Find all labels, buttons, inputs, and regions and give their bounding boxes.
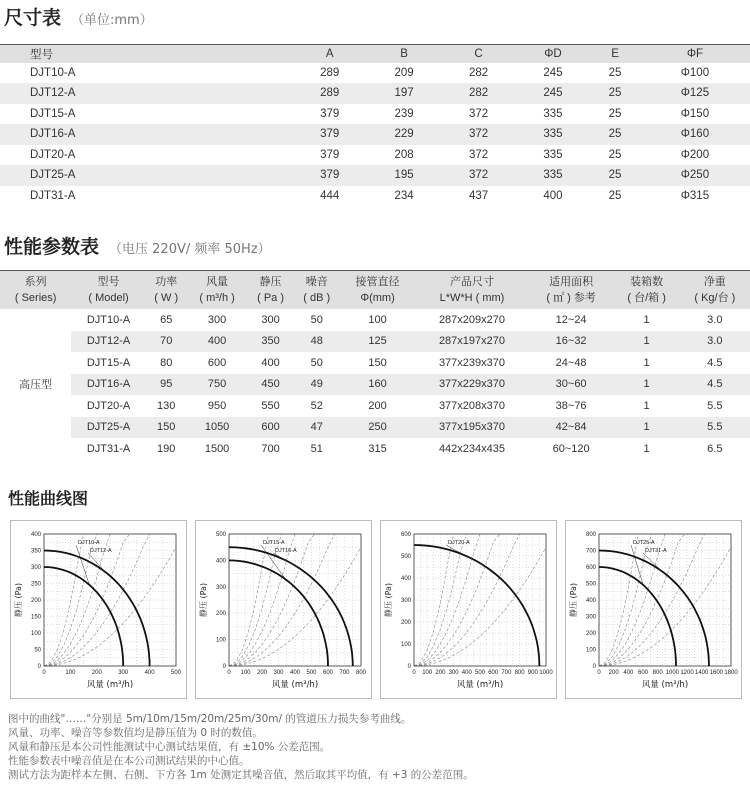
x-tick-label: 300	[448, 670, 459, 676]
x-axis-label: 风量 (m³/h)	[271, 680, 319, 690]
size-cell: 335	[516, 124, 590, 145]
x-tick-label: 300	[118, 670, 129, 676]
size-cell: 25	[590, 83, 640, 104]
perf-header-cell: 功率	[146, 271, 187, 290]
curve-label: DJT20-A	[448, 540, 470, 546]
size-cell: DJT25-A	[0, 165, 292, 186]
curve-chart-4	[565, 520, 742, 699]
size-cell: 437	[468, 189, 489, 202]
y-tick-label: 600	[400, 532, 411, 538]
size-title-text: 尺寸表	[4, 7, 62, 29]
size-table-title	[4, 3, 153, 30]
x-tick-label: 0	[597, 670, 601, 676]
perf-cell: 47	[294, 417, 340, 439]
perf-cell: 160	[340, 374, 416, 396]
size-header-cell: A	[292, 45, 366, 63]
fan-curve-djt16-a	[229, 547, 353, 666]
x-tick-label: 100	[65, 670, 76, 676]
size-cell: 379	[292, 165, 366, 186]
y-tick-label: 50	[34, 647, 41, 654]
y-tick-label: 100	[30, 631, 41, 637]
x-tick-label: 1000	[665, 670, 680, 676]
x-tick-label: 1200	[680, 670, 694, 676]
perf-header-row-bottom	[0, 289, 750, 309]
size-cell: 229	[367, 124, 441, 145]
size-cell: 335	[543, 107, 563, 120]
size-cell: 25	[608, 66, 622, 79]
perf-cell: 50	[310, 356, 323, 369]
y-tick-label: 500	[215, 532, 226, 538]
size-cell: 25	[608, 189, 622, 202]
y-tick-label: 200	[30, 598, 41, 604]
curve-label: DJT15-A	[263, 540, 285, 546]
size-cell: 25	[608, 148, 622, 161]
size-cell: 289	[320, 66, 340, 79]
y-tick-label: 0	[37, 664, 41, 670]
y-tick-label: 400	[400, 576, 411, 582]
size-cell: 239	[394, 107, 414, 120]
size-cell: 289	[292, 83, 366, 104]
perf-cell: 300	[261, 313, 280, 326]
size-cell: 282	[468, 66, 489, 79]
x-tick-label: 0	[227, 670, 231, 676]
perf-table-row	[0, 438, 750, 460]
x-tick-label: 600	[322, 670, 334, 676]
curve-label-leader	[273, 553, 300, 569]
size-cell: 197	[367, 83, 441, 104]
curve-label: DJT12-A	[90, 548, 112, 554]
note-line: 风量、功率、噪音等参数值均是静压值为 0 时的数值。	[8, 727, 263, 739]
x-tick-label: 1600	[709, 670, 724, 676]
perf-cell: 400	[187, 331, 248, 353]
y-tick-label: 100	[585, 647, 596, 654]
x-tick-label: 700	[501, 670, 512, 676]
x-tick-label: 400	[144, 670, 155, 676]
perf-cell: 100	[368, 313, 387, 326]
perf-table-row	[0, 417, 750, 439]
y-tick-label: 150	[30, 614, 41, 621]
x-axis-label: 风量 (m³/h)	[86, 680, 134, 690]
perf-cell: 350	[247, 331, 293, 353]
size-cell: 400	[543, 189, 563, 202]
size-cell: 245	[543, 66, 563, 79]
perf-cell: 377x229x370	[415, 374, 528, 396]
perf-subtitle-text: （电压 220V/ 频率 50Hz）	[109, 242, 271, 257]
perf-cell: 38~76	[555, 399, 587, 412]
perf-table-row	[0, 395, 750, 417]
x-tick-label: 300	[273, 670, 284, 676]
y-tick-label: 300	[215, 584, 226, 591]
note-line: 性能参数表中噪音值是在本公司测试结果的中心值。	[8, 755, 250, 767]
size-unit-text: （单位:mm）	[71, 13, 153, 28]
size-cell: 379	[292, 124, 366, 145]
perf-table-title	[4, 232, 271, 259]
perf-cell: 1	[643, 399, 650, 412]
size-header-cell: C	[441, 45, 515, 63]
perf-cell: 377x208x370	[438, 399, 505, 412]
perf-cell: 1500	[204, 442, 230, 455]
y-tick-label: 100	[400, 642, 411, 648]
perf-header-unit-cell: L*W*H ( mm)	[415, 289, 528, 309]
perf-cell: 1	[614, 417, 680, 439]
size-header-cell: 型号	[0, 45, 292, 63]
perf-cell: 4.5	[707, 356, 723, 369]
size-table-row	[0, 83, 750, 104]
curve-chart-2	[195, 520, 372, 699]
x-tick-label: 100	[422, 670, 433, 676]
perf-header-unit-cell: ( Series)	[0, 289, 71, 309]
curve-chart-3	[380, 520, 557, 699]
size-cell: 282	[441, 83, 515, 104]
x-tick-label: 200	[91, 670, 102, 676]
y-tick-label: 300	[400, 598, 411, 604]
perf-header-unit-cell: ( 台/箱 )	[614, 289, 680, 309]
size-cell: Φ315	[680, 189, 710, 202]
perf-header-unit-cell: ( Pa )	[247, 289, 293, 309]
curve-chart-svg-1	[11, 521, 186, 698]
perf-cell: 1	[614, 331, 680, 353]
perf-cell: 4.5	[680, 374, 750, 396]
perf-cell: 3.0	[680, 331, 750, 353]
perf-cell: 60~120	[552, 442, 590, 455]
y-tick-label: 350	[30, 548, 41, 555]
perf-cell: 80	[160, 356, 173, 369]
notes	[8, 712, 474, 782]
curve-chart-svg-3	[381, 521, 556, 698]
perf-cell: 1	[643, 313, 650, 326]
y-tick-label: 250	[30, 581, 41, 588]
note-line: 图中的曲线"……"分别是 5m/10m/15m/20m/25m/30m/ 的管道压力损失参考曲线。	[8, 713, 412, 725]
perf-cell: 65	[160, 313, 173, 326]
size-table	[0, 44, 750, 206]
y-tick-label: 200	[215, 611, 226, 618]
size-table-row	[0, 63, 750, 84]
perf-cell: 700	[261, 442, 280, 455]
y-axis-label: 静压 (Pa)	[384, 582, 393, 618]
size-cell: Φ160	[640, 124, 750, 145]
y-tick-label: 400	[215, 558, 226, 565]
perf-cell: 49	[294, 374, 340, 396]
curve-chart-1	[10, 520, 187, 699]
size-table-row	[0, 186, 750, 207]
perf-cell: 287x197x270	[415, 331, 528, 353]
perf-header-cell: 型号	[71, 271, 145, 290]
perf-header-unit-cell: ( Kg/台 )	[680, 289, 750, 309]
size-table-row	[0, 104, 750, 125]
size-cell: 372	[468, 148, 489, 161]
size-cell: 372	[468, 107, 489, 120]
perf-cell: 95	[146, 374, 187, 396]
perf-header-cell: 接管直径	[340, 271, 416, 290]
perf-cell: 250	[340, 417, 416, 439]
size-cell: 379	[320, 148, 340, 161]
perf-header-cell: 适用面积	[529, 271, 614, 290]
note-line: 测试方法为距样本左侧、右侧、下方各 1m 处测定其噪音值，然后取其平均值，有 +3 的公差范围。	[8, 769, 474, 781]
curve-label: DJT31-A	[645, 548, 667, 554]
perf-header-unit-cell: ( ㎡ ) 参考	[529, 289, 614, 309]
size-cell: 195	[367, 165, 441, 186]
perf-cell: 377x195x370	[415, 417, 528, 439]
perf-cell: 190	[157, 442, 176, 455]
y-tick-label: 500	[585, 581, 596, 588]
perf-table-row	[0, 309, 750, 331]
perf-cell: 400	[261, 356, 280, 369]
perf-cell: DJT20-A	[86, 399, 131, 412]
size-cell: 234	[394, 189, 414, 202]
perf-cell: 750	[187, 374, 248, 396]
x-tick-label: 600	[637, 670, 649, 676]
x-tick-label: 500	[170, 670, 182, 676]
x-tick-label: 200	[608, 670, 619, 676]
size-cell: DJT31-A	[30, 189, 76, 202]
perf-cell: DJT15-A	[86, 356, 131, 369]
size-cell: Φ150	[680, 107, 710, 120]
y-tick-label: 200	[400, 620, 411, 626]
size-cell: DJT12-A	[0, 83, 292, 104]
curve-label: DJT16-A	[275, 548, 297, 554]
x-tick-label: 400	[461, 670, 472, 676]
x-tick-label: 200	[256, 670, 268, 676]
size-cell: DJT15-A	[30, 107, 76, 120]
curve-label: DJT25-A	[633, 540, 655, 546]
x-tick-label: 800	[652, 670, 663, 676]
size-cell: 372	[441, 165, 515, 186]
curve-label: DJT10-A	[78, 540, 100, 546]
size-cell: 335	[543, 148, 563, 161]
y-tick-label: 700	[585, 548, 596, 555]
y-tick-label: 800	[585, 532, 596, 538]
x-tick-label: 600	[488, 670, 499, 676]
perf-cell: DJT12-A	[71, 331, 145, 353]
perf-cell: 150	[146, 417, 187, 439]
y-tick-label: 0	[592, 664, 596, 670]
size-header-cell: E	[590, 45, 640, 63]
y-axis-label: 静压 (Pa)	[199, 582, 208, 618]
perf-cell: 70	[146, 331, 187, 353]
perf-cell: DJT25-A	[71, 417, 145, 439]
x-tick-label: 800	[514, 670, 525, 676]
size-cell: 335	[516, 165, 590, 186]
size-cell: Φ100	[680, 66, 710, 79]
series-cell: 高压型	[0, 309, 71, 460]
perf-cell: 6.5	[707, 442, 723, 455]
perf-cell: 950	[207, 399, 227, 412]
x-tick-label: 400	[623, 670, 634, 676]
size-cell: 25	[608, 107, 622, 120]
perf-header-unit-cell: ( Model)	[71, 289, 145, 309]
perf-cell: 1	[614, 374, 680, 396]
y-axis-label: 静压 (Pa)	[569, 582, 578, 618]
size-header-cell: B	[367, 45, 441, 63]
size-table-row	[0, 124, 750, 145]
perf-cell: 315	[368, 442, 387, 455]
x-tick-label: 1000	[539, 670, 553, 676]
y-tick-label: 300	[30, 565, 41, 571]
size-cell: DJT20-A	[30, 148, 76, 161]
performance-table	[0, 270, 750, 460]
perf-cell: DJT31-A	[86, 442, 131, 455]
perf-header-unit-cell: ( W )	[146, 289, 187, 309]
size-table-row	[0, 145, 750, 166]
perf-cell: DJT10-A	[86, 313, 131, 326]
perf-header-cell: 噪音	[294, 271, 340, 290]
perf-table-row	[0, 374, 750, 396]
perf-header-cell: 净重	[680, 271, 750, 290]
size-header-cell: ΦD	[516, 45, 590, 63]
x-tick-label: 200	[435, 670, 446, 676]
size-cell: 25	[590, 165, 640, 186]
perf-cell: 51	[310, 442, 323, 455]
size-cell: 209	[394, 66, 414, 79]
perf-header-cell: 产品尺寸	[415, 271, 528, 290]
x-tick-label: 0	[42, 670, 46, 676]
size-cell: 379	[320, 107, 340, 120]
x-tick-label: 1800	[724, 670, 738, 676]
perf-cell: 48	[294, 331, 340, 353]
size-cell: DJT16-A	[0, 124, 292, 145]
x-axis-label: 风量 (m³/h)	[456, 680, 504, 690]
size-cell: DJT10-A	[30, 66, 76, 79]
perf-cell: 5.5	[680, 417, 750, 439]
perf-cell: 24~48	[555, 356, 587, 369]
perf-cell: 50	[310, 313, 323, 326]
x-tick-label: 500	[474, 670, 486, 676]
perf-cell: 5.5	[707, 399, 723, 412]
x-axis-label: 风量 (m³/h)	[641, 680, 689, 690]
perf-cell: 150	[368, 356, 387, 369]
perf-title-text: 性能参数表	[4, 236, 100, 258]
y-tick-label: 500	[400, 554, 411, 560]
perf-table-row	[0, 331, 750, 353]
size-cell: Φ250	[640, 165, 750, 186]
perf-cell: 550	[261, 399, 280, 412]
perf-cell: 300	[207, 313, 227, 326]
size-cell: 444	[320, 189, 340, 202]
x-tick-label: 100	[240, 670, 251, 676]
perf-cell: 600	[247, 417, 293, 439]
size-cell: 208	[394, 148, 414, 161]
x-tick-label: 400	[289, 670, 301, 676]
x-tick-label: 800	[355, 670, 367, 676]
size-header-cell: ΦF	[640, 45, 750, 63]
y-tick-label: 0	[222, 664, 226, 670]
perf-cell: 1	[643, 356, 650, 369]
size-table-header	[0, 45, 750, 63]
perf-cell: 30~60	[529, 374, 614, 396]
y-tick-label: 300	[585, 614, 596, 621]
perf-cell: DJT16-A	[71, 374, 145, 396]
x-tick-label: 0	[412, 670, 416, 676]
perf-cell: 442x234x435	[438, 442, 505, 455]
x-tick-label: 1400	[694, 670, 709, 676]
perf-cell: 125	[340, 331, 416, 353]
y-tick-label: 200	[585, 631, 596, 637]
perf-header-unit-cell: ( m³/h )	[187, 289, 248, 309]
y-tick-label: 600	[585, 565, 596, 571]
size-cell: 25	[590, 124, 640, 145]
perf-cell: 3.0	[707, 313, 723, 326]
perf-header-cell: 静压	[247, 271, 293, 290]
perf-cell: 600	[207, 356, 227, 369]
x-tick-label: 500	[306, 670, 317, 676]
perf-cell: 450	[247, 374, 293, 396]
curve-chart-svg-2	[196, 521, 371, 698]
x-tick-label: 900	[527, 670, 538, 676]
fan-curve-djt20-a	[414, 545, 539, 666]
y-tick-label: 400	[585, 598, 596, 604]
size-table-row	[0, 165, 750, 186]
perf-table-row	[0, 352, 750, 374]
perf-cell: 130	[157, 399, 176, 412]
perf-header-unit-cell: ( dB )	[294, 289, 340, 309]
perf-cell: 287x209x270	[438, 313, 505, 326]
size-cell: 245	[516, 83, 590, 104]
perf-header-cell: 系列	[0, 271, 71, 290]
perf-cell: 200	[368, 399, 387, 412]
perf-cell: 1	[643, 442, 650, 455]
perf-header-unit-cell: Φ(mm)	[340, 289, 416, 309]
perf-cell: 1050	[187, 417, 248, 439]
size-cell: Φ200	[680, 148, 710, 161]
note-line: 风量和静压是本公司性能测试中心测试结果值，有 ±10% 公差范围。	[8, 741, 331, 753]
perf-cell: 377x239x370	[438, 356, 505, 369]
perf-cell: 52	[310, 399, 323, 412]
perf-header-row-top	[0, 271, 750, 290]
size-cell: Φ125	[640, 83, 750, 104]
curves-title: 性能曲线图	[8, 489, 89, 508]
size-cell: 372	[441, 124, 515, 145]
y-tick-label: 0	[407, 664, 411, 670]
x-tick-label: 700	[339, 670, 350, 676]
y-axis-label: 静压 (Pa)	[14, 582, 23, 618]
perf-cell: 16~32	[529, 331, 614, 353]
perf-cell: 12~24	[555, 313, 587, 326]
perf-header-cell: 风量	[187, 271, 248, 290]
perf-header-cell: 装箱数	[614, 271, 680, 290]
y-tick-label: 400	[30, 532, 41, 538]
y-tick-label: 100	[215, 637, 226, 644]
perf-cell: 42~84	[529, 417, 614, 439]
curve-chart-svg-4	[566, 521, 741, 698]
